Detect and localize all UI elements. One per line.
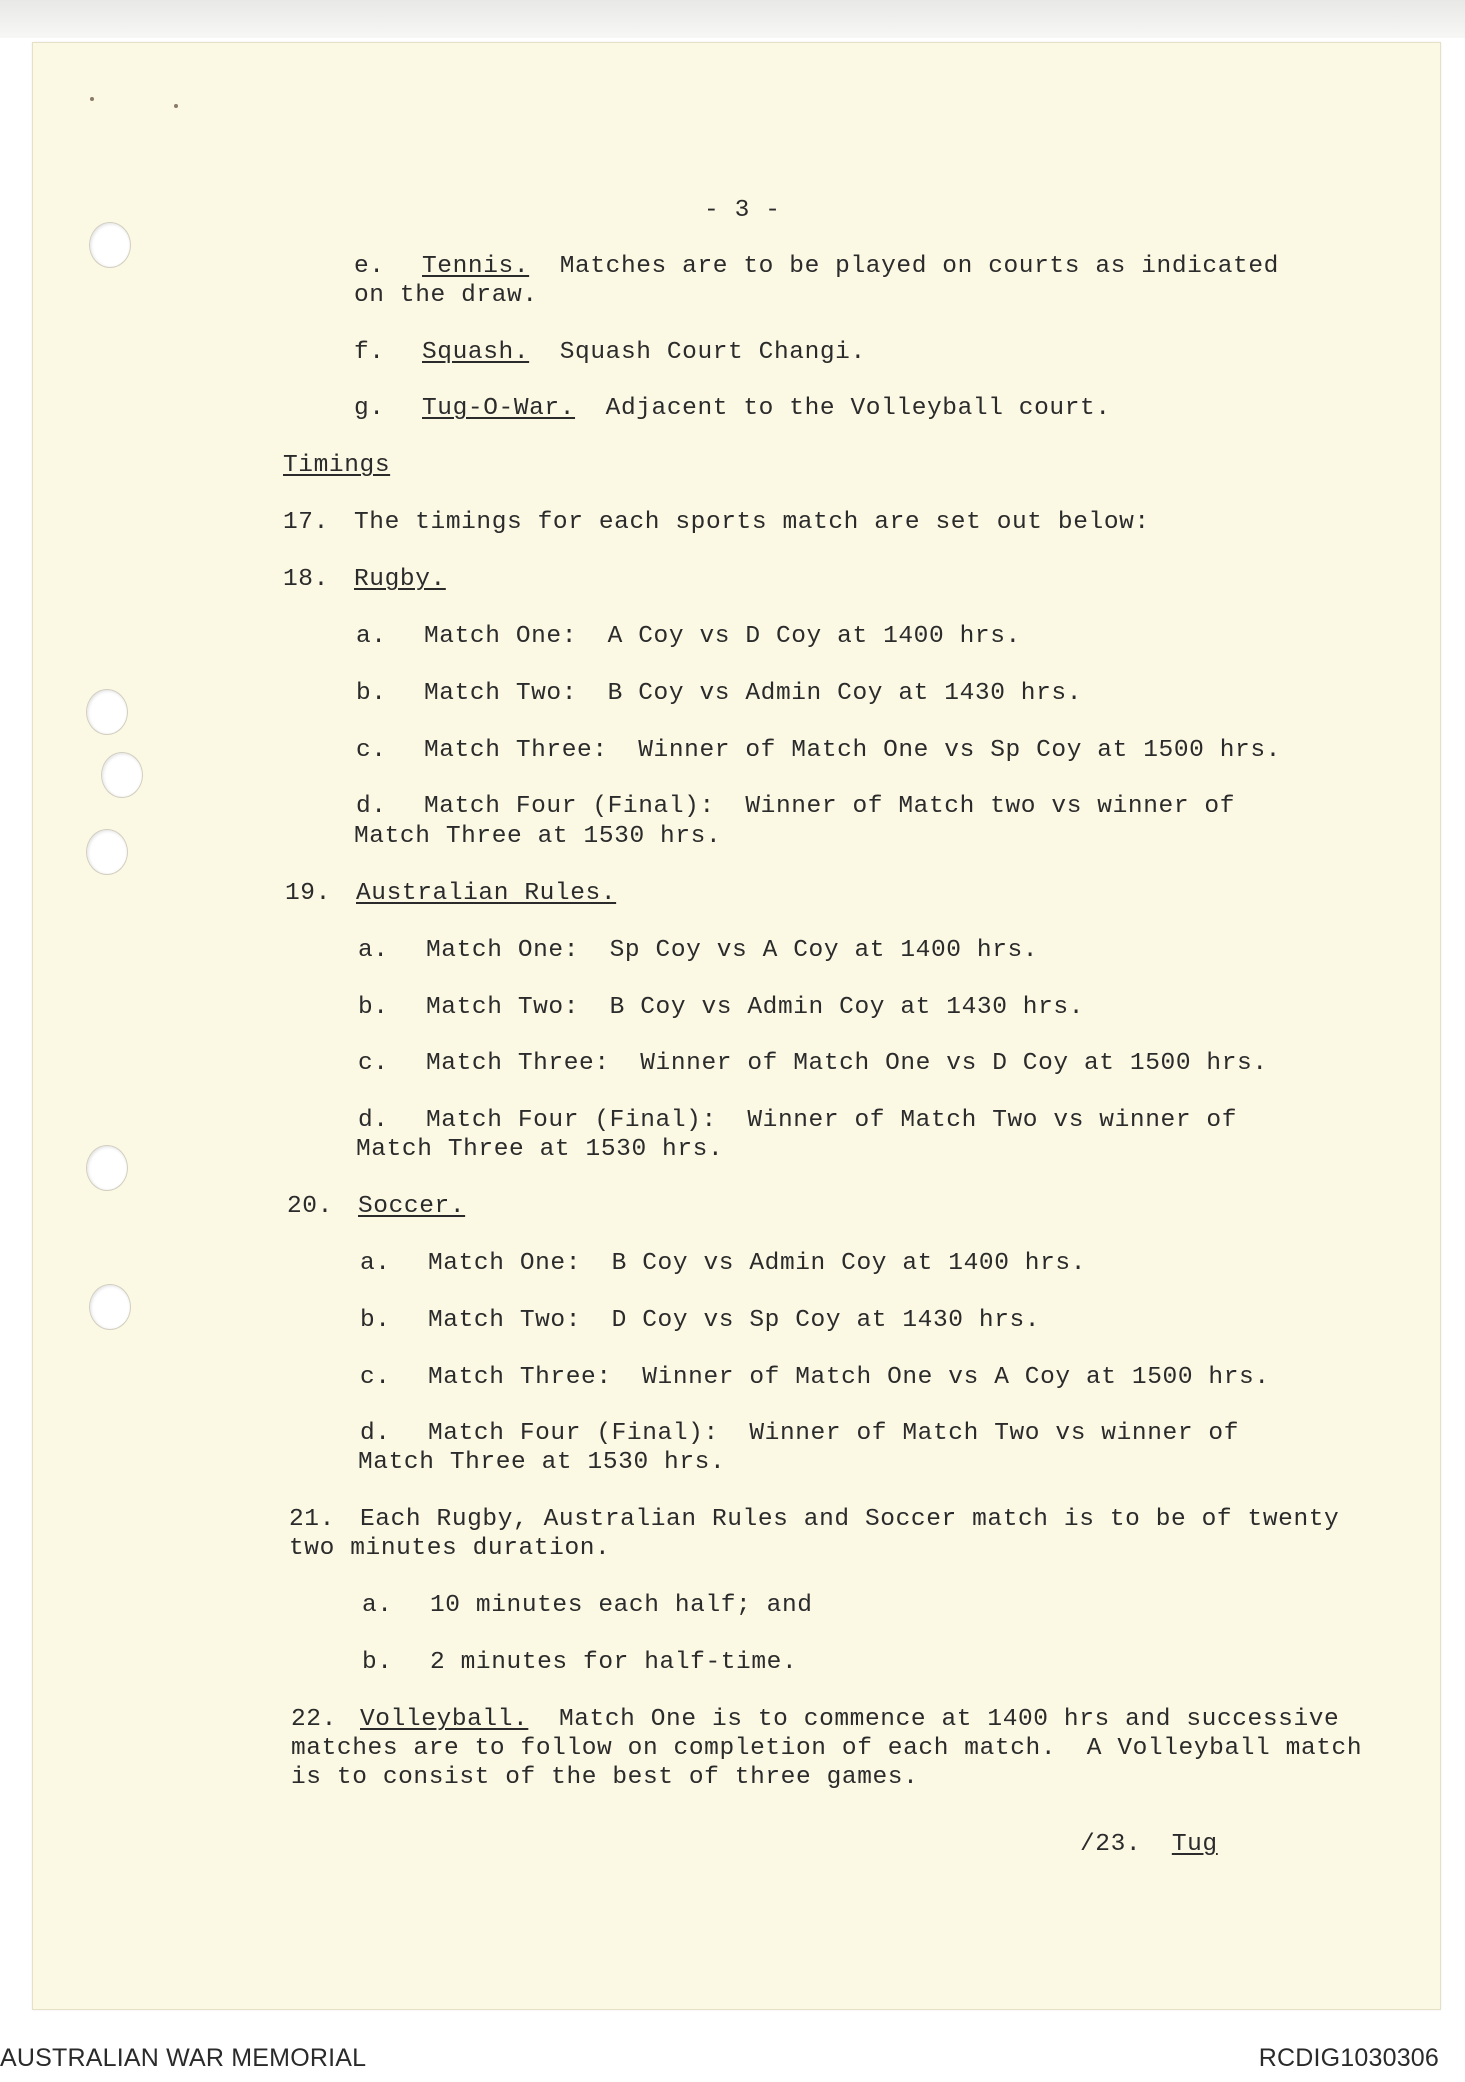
aust-rules-item-text-cont: Match Three at 1530 hrs.	[356, 1136, 724, 1163]
soccer-item-text-cont: Match Three at 1530 hrs.	[358, 1449, 726, 1476]
rugby-item-letter: b.	[356, 680, 387, 707]
venue-text: Adjacent to the Volleyball court.	[605, 395, 1111, 422]
paper-speck	[90, 97, 94, 101]
soccer-item-letter: c.	[360, 1364, 391, 1391]
para-21-number: 21.	[289, 1506, 335, 1533]
venue-line	[422, 338, 866, 368]
punch-hole	[89, 1284, 131, 1330]
venue-title: Tug-O-War.	[422, 395, 576, 422]
para-17-number: 17.	[283, 509, 329, 536]
venue-letter: g.	[354, 395, 385, 422]
aust-rules-item-text: Match Two: B Coy vs Admin Coy at 1430 hrs.	[426, 994, 1085, 1021]
aust-rules-item-text: Match Three: Winner of Match One vs D Coy at 1500 hrs.	[426, 1050, 1268, 1077]
soccer-item-letter: d.	[360, 1420, 391, 1447]
venue-text: Squash Court Changi.	[559, 339, 866, 366]
venue-letter: e.	[354, 253, 385, 280]
punch-hole	[89, 222, 131, 268]
rugby-item-text-cont: Match Three at 1530 hrs.	[354, 823, 722, 850]
venue-letter: f.	[354, 339, 385, 366]
soccer-item-letter: b.	[360, 1307, 391, 1334]
paper-speck	[174, 104, 178, 108]
para-21-item-letter: a.	[362, 1592, 393, 1619]
rugby-item-text: Match One: A Coy vs D Coy at 1400 hrs.	[424, 623, 1021, 650]
para-21-line: Each Rugby, Australian Rules and Soccer match is to be of twenty	[360, 1506, 1340, 1533]
para-22-number: 22.	[291, 1706, 337, 1733]
soccer-item-text: Match Three: Winner of Match One vs A Coy at 1500 hrs.	[428, 1364, 1270, 1391]
volleyball-heading: Volleyball.	[360, 1706, 529, 1733]
rugby-item-letter: c.	[356, 737, 387, 764]
para-22-line: matches are to follow on completion of each match. A Volleyball match	[291, 1735, 1363, 1762]
soccer-item-letter: a.	[360, 1250, 391, 1277]
footer-source: AUSTRALIAN WAR MEMORIAL	[0, 2044, 367, 2072]
scan-top-edge	[0, 0, 1465, 38]
continuation-prefix: /23.	[1080, 1831, 1142, 1858]
soccer-item-text: Match One: B Coy vs Admin Coy at 1400 hrs.	[428, 1250, 1087, 1277]
venue-text: Matches are to be played on courts as indicated	[559, 253, 1279, 280]
para-19-number: 19.	[285, 880, 331, 907]
soccer-item-text: Match Four (Final): Winner of Match Two vs winner of	[428, 1420, 1240, 1447]
rugby-item-text: Match Three: Winner of Match One vs Sp Coy at 1500 hrs.	[424, 737, 1281, 764]
continuation-word: Tug	[1171, 1831, 1218, 1858]
para-21-item-letter: b.	[362, 1649, 393, 1676]
timings-heading: Timings	[283, 452, 391, 479]
venue-line	[422, 252, 1279, 282]
aust-rules-item-letter: c.	[358, 1050, 389, 1077]
soccer-item-text: Match Two: D Coy vs Sp Coy at 1430 hrs.	[428, 1307, 1041, 1334]
punch-hole	[86, 829, 128, 875]
rugby-item-text: Match Four (Final): Winner of Match two vs winner of	[424, 793, 1236, 820]
venue-text-cont: on the draw.	[354, 282, 538, 309]
para-22-line: is to consist of the best of three games.	[291, 1764, 919, 1791]
venue-title: Tennis.	[422, 253, 530, 280]
aust-rules-item-letter: d.	[358, 1107, 389, 1134]
footer-id: RCDIG1030306	[1258, 2044, 1439, 2072]
para-22-text: Match One is to commence at 1400 hrs and successive	[558, 1706, 1340, 1733]
page-number: - 3 -	[704, 197, 781, 224]
venue-title: Squash.	[422, 339, 530, 366]
para-20-number: 20.	[287, 1193, 333, 1220]
aust-rules-item-letter: a.	[358, 937, 389, 964]
rugby-item-letter: d.	[356, 793, 387, 820]
rugby-item-text: Match Two: B Coy vs Admin Coy at 1430 hrs.	[424, 680, 1083, 707]
aust-rules-item-text: Match One: Sp Coy vs A Coy at 1400 hrs.	[426, 937, 1039, 964]
para-21-line: two minutes duration.	[289, 1535, 611, 1562]
aust-rules-item-text: Match Four (Final): Winner of Match Two vs winner of	[426, 1107, 1238, 1134]
soccer-heading: Soccer.	[358, 1193, 466, 1220]
rugby-heading: Rugby.	[354, 566, 446, 593]
aust-rules-item-letter: b.	[358, 994, 389, 1021]
punch-hole	[101, 752, 143, 798]
para-21-item-text: 10 minutes each half; and	[430, 1592, 813, 1619]
rugby-item-letter: a.	[356, 623, 387, 650]
para-22-line	[360, 1705, 1339, 1735]
aust-rules-heading: Australian Rules.	[356, 880, 617, 907]
continuation-note	[1080, 1830, 1218, 1860]
para-18-number: 18.	[283, 566, 329, 593]
punch-hole	[86, 1145, 128, 1191]
para-21-item-text: 2 minutes for half-time.	[430, 1649, 798, 1676]
punch-hole	[86, 689, 128, 735]
para-17-text: The timings for each sports match are set out below:	[354, 509, 1150, 536]
venue-line	[422, 394, 1111, 424]
